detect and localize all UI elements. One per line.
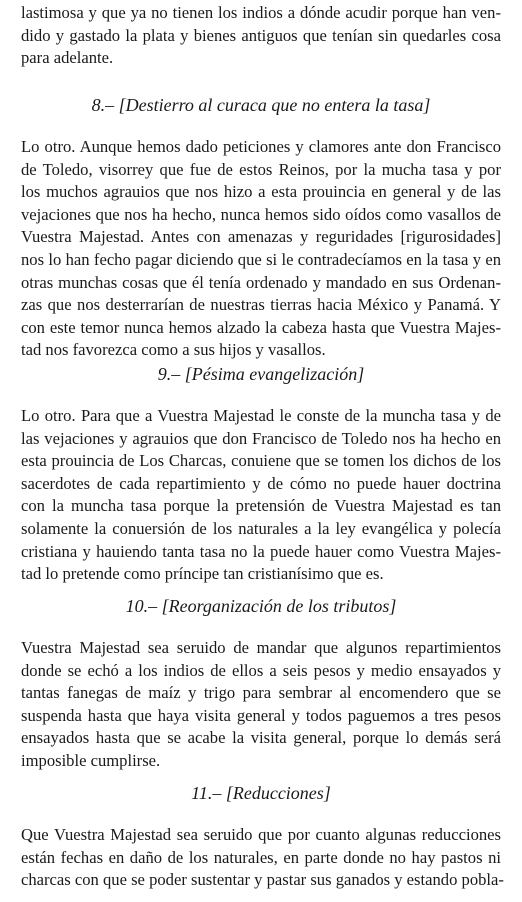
text-line: para adelante. xyxy=(21,48,114,68)
text-line: charcas con que se poder sustentar y pastar sus ganados y estando pobla- xyxy=(21,870,504,890)
paragraph-section-11 xyxy=(21,824,504,892)
text-line: imposible cumplirse. xyxy=(21,750,161,770)
text-line: suspenda hasta que haya visita general y todos paguemos a tres pesos xyxy=(21,705,501,725)
section-heading-8: 8.– [Destierro al curaca que no entera la tasa] xyxy=(91,95,431,115)
paragraph-section-9 xyxy=(21,405,501,586)
text-line: están fechas en daño de los naturales, en parte donde no hay pastos ni xyxy=(21,847,501,867)
text-line: nos lo han fecho pagar diciendo que si le contradecíamos en la tasa y en xyxy=(21,249,501,269)
text-line: tad lo pretende como príncipe tan cristianísimo que es. xyxy=(21,564,384,584)
text-line: Que Vuestra Majestad sea seruido que por cuanto algunas reducciones xyxy=(21,825,501,844)
text-line: donde se echó a los indios de ellos a seis pesos y medio ensayados y xyxy=(21,660,501,680)
text-line: cristiana y hauiendo tanta tasa no la puede hauer como Vuestra Majes- xyxy=(21,541,501,561)
text-line: ensayados hasta que se acabe la visita general, porque lo demás será xyxy=(21,728,501,748)
text-line: los muchos agrauios que nos hizo a esta prouincia en general y de las xyxy=(21,182,501,202)
text-line: con la muncha tasa porque la pretensión de Vuestra Majestad es tan xyxy=(21,496,501,516)
text-line: dido y gastado la plata y bienes antiguos que tenían sin quedarles cosa xyxy=(21,25,501,45)
text-line: tad nos favorezca como a sus hijos y vasallos. xyxy=(21,340,326,360)
text-line: Lo otro. Para que a Vuestra Majestad le conste de la muncha tasa y de xyxy=(21,406,501,425)
text-line: zas que nos desterrarían de nuestras tierras hacia México y Panamá. Y xyxy=(21,295,501,315)
paragraph-section-8 xyxy=(21,136,501,362)
text-line: tantas fanegas de maíz y trigo para sembrar al encomendero que se xyxy=(21,683,501,703)
text-line: vejaciones que nos ha hecho, nunca hemos sido oídos como vasallos de xyxy=(21,204,501,224)
text-line: esta prouincia de Los Charcas, conuiene que se tomen los dichos de los xyxy=(21,451,501,471)
text-line: lastimosa y que ya no tienen los indios a dónde acudir porque han ven- xyxy=(21,3,501,22)
text-line: sacerdotes de cada repartimiento y de cómo no puede hauer doctrina xyxy=(21,473,501,493)
section-heading-9: 9.– [Pésima evangelización] xyxy=(157,364,365,384)
paragraph-continuation xyxy=(21,2,501,70)
paragraph-section-10 xyxy=(21,637,501,773)
section-heading-10: 10.– [Reorganización de los tributos] xyxy=(125,596,397,616)
text-line: de Toledo, visorrey que fue de estos Reinos, por la mucha tasa y por xyxy=(21,159,501,179)
text-line: Vuestra Majestad. Antes con amenazas y reguridades [rigurosidades] xyxy=(21,227,501,247)
text-line: solamente la conuersión de los naturales a la ley evangélica y polecía xyxy=(21,518,501,538)
text-line: Lo otro. Aunque hemos dado peticiones y clamores ante don Francisco xyxy=(21,137,501,156)
text-line: otras munchas cosas que él tenía ordenado y mandado en sus Ordenan- xyxy=(21,272,501,292)
text-line: las vejaciones y agrauios que don Francisco de Toledo nos ha hecho en xyxy=(21,428,501,448)
text-line: Vuestra Majestad sea seruido de mandar que algunos repartimientos xyxy=(21,638,501,657)
text-line: con este temor nunca hemos alzado la cabeza hasta que Vuestra Majes- xyxy=(21,317,501,337)
section-heading-11: 11.– [Reducciones] xyxy=(191,783,331,803)
